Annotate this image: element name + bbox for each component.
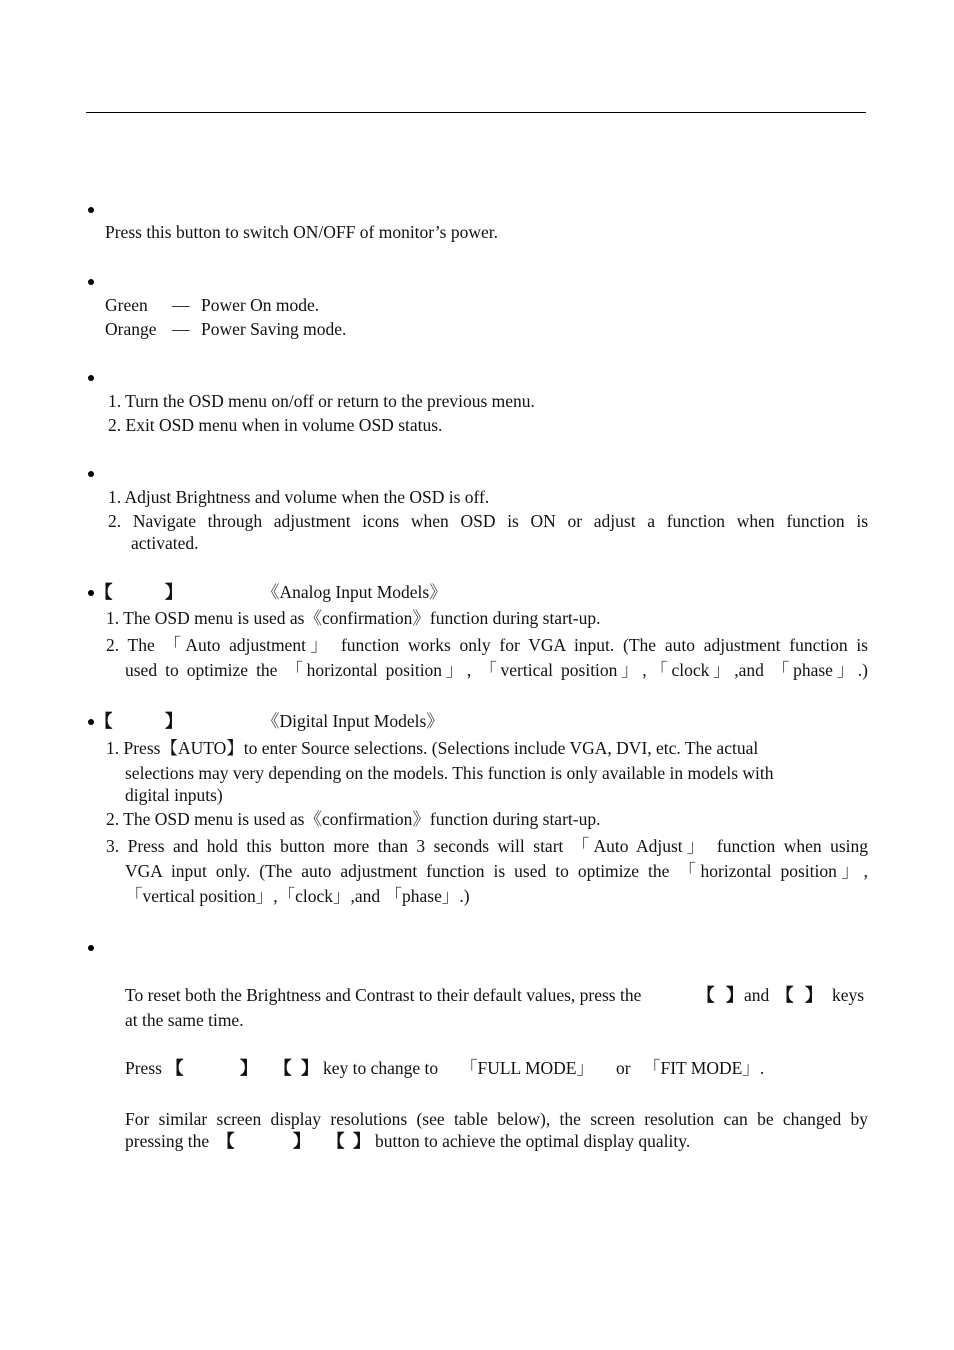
orange-desc: Power Saving mode. [201, 319, 347, 339]
power-description: Press this button to switch ON/OFF of monitor’s power. [105, 222, 498, 242]
auto-digital-item-1-line1: 1. Press【AUTO】to enter Source selections. (Selections include VGA, DVI, etc. The actual [106, 738, 759, 758]
auto-digital-item-3-line3: 「vertical position」,「clock」,and 「phase」.) [125, 886, 470, 906]
bullet-auto-digital [88, 719, 94, 725]
res-pressing: pressing the [125, 1131, 210, 1151]
reset-and: and [744, 985, 770, 1005]
mode-fit: 「FIT MODE」. [643, 1058, 765, 1078]
auto-digital-bracket-close: 】 [165, 711, 183, 731]
auto-digital-item-1-line3: digital inputs) [125, 785, 223, 805]
auto-analog-models: 《Analog Input Models》 [262, 582, 447, 602]
reset-key2-close: 】 [805, 985, 823, 1005]
mode-or: or [616, 1058, 631, 1078]
auto-digital-models: 《Digital Input Models》 [262, 711, 444, 731]
header-rule [86, 112, 866, 113]
auto-digital-item-2: 2. The OSD menu is used as《confirmation》function during start-up. [106, 809, 601, 829]
reset-key1-open: 【 [697, 985, 715, 1005]
bullet-hotkeys [88, 945, 94, 951]
reset-keys: keys [832, 985, 865, 1005]
green-label: Green [105, 295, 148, 315]
mode-full: 「FULL MODE」 [460, 1058, 595, 1078]
res-key2-close: 】 [353, 1131, 371, 1151]
auto-analog-item-1: 1. The OSD menu is used as《confirmation》function during start-up. [106, 608, 601, 628]
bullet-auto-analog [88, 590, 94, 596]
mode-press: Press [125, 1058, 162, 1078]
adjust-item-1: 1. Adjust Brightness and volume when the OSD is off. [108, 487, 490, 507]
mode-text: key to change to [323, 1058, 439, 1078]
res-key1-open: 【 [217, 1131, 235, 1151]
mode-key2-close: 】 [301, 1058, 319, 1078]
bullet-power-indicator [88, 279, 94, 285]
auto-analog-bracket-open: 【 [95, 582, 113, 602]
res-key1-close: 】 [293, 1131, 311, 1151]
menu-item-1: 1. Turn the OSD menu on/off or return to the previous menu. [108, 391, 535, 411]
mode-key1-open: 【 [166, 1058, 184, 1078]
res-line1: For similar screen display resolutions (see table below), the screen resolution can be changed by [125, 1109, 868, 1129]
auto-digital-item-1-line2: selections may very depending on the models. This function is only available in models with [125, 763, 774, 783]
orange-dash: — [172, 319, 190, 339]
adjust-item-2-line2: activated. [131, 533, 199, 553]
reset-key2-open: 【 [776, 985, 794, 1005]
reset-key1-close: 】 [726, 985, 744, 1005]
bullet-adjust [88, 471, 94, 477]
green-desc: Power On mode. [201, 295, 320, 315]
bullet-power [88, 207, 94, 213]
auto-digital-bracket-open: 【 [95, 711, 113, 731]
reset-text: To reset both the Brightness and Contrast to their default values, press the [125, 985, 642, 1005]
adjust-item-2-line1: 2. Navigate through adjustment icons when OSD is ON or adjust a function when function is [108, 511, 868, 531]
menu-item-2: 2. Exit OSD menu when in volume OSD status. [108, 415, 443, 435]
auto-analog-bracket-close: 】 [165, 582, 183, 602]
mode-key1-close: 】 [240, 1058, 258, 1078]
green-dash: — [172, 295, 190, 315]
auto-analog-item-2-line2: used to optimize the 「horizontal position」, 「vertical position」,「clock」,and 「phase」.) [125, 660, 868, 680]
bullet-menu [88, 375, 94, 381]
res-tail: button to achieve the optimal display quality. [375, 1131, 691, 1151]
orange-label: Orange [105, 319, 157, 339]
reset-line2: at the same time. [125, 1010, 244, 1030]
auto-analog-item-2-line1: 2. The 「Auto adjustment」 function works only for VGA input. (The auto adjustment function is [106, 635, 868, 655]
auto-digital-item-3-line2: VGA input only. (The auto adjustment function is used to optimize the 「horizontal position」, [125, 861, 868, 881]
auto-digital-item-3-line1: 3. Press and hold this button more than 3 seconds will start 「Auto Adjust」 function when using [106, 836, 868, 856]
mode-key2-open: 【 [274, 1058, 292, 1078]
res-key2-open: 【 [327, 1131, 345, 1151]
